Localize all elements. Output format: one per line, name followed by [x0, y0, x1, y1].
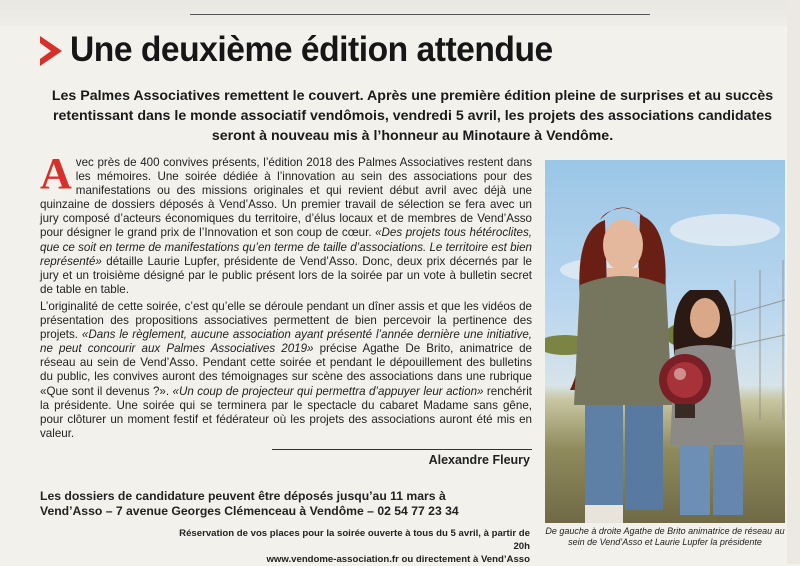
page-edge: [787, 0, 800, 564]
paragraph-2-quote: «Dans le règlement, aucune association ayant présenté l’année dernière une initiative, ne peut concourir aux Palmes Associatives 2019»: [40, 328, 533, 356]
paragraph-2-start: L’originalité de cette soirée, c’est qu’elle se déroule pendant un dîner assis et que les vidéos de présentation des propositions associatives permettent de bien percevoir la pertinence des projets.: [40, 299, 532, 342]
reservation-line-1: Réservation de vos places pour la soirée ouverte à tous du 5 avril, à partir de 20h: [179, 528, 530, 552]
paragraph-2-quote-2: «Un coup de projecteur qui permettra d’appuyer leur action»: [172, 384, 484, 398]
previous-article-strip: [0, 0, 800, 26]
photo-caption: De gauche à droite Agathe de Brito animatrice de réseau au sein de Vend’Asso et Laurie Lupfer la présidente: [545, 526, 785, 547]
article-headline: Une deuxième édition attendue: [70, 30, 553, 69]
article-lead: Les Palmes Associatives remettent le couvert. Après une première édition pleine de surprises et au succès retentissant dans le monde associatif vendômois, vendredi 5 avril, les projets des associations candidates seront à nouveau mis à l’honneur au Minotaure à Vendôme.: [51, 88, 774, 144]
deadline-line-1: Les dossiers de candidature peuvent être déposés jusqu’au 11 mars à: [40, 489, 446, 503]
paragraph-1-end: détaille Laurie Lupfer, présidente de Vend’Asso. Donc, deux prix décernés par le jury et un troisième désigné par le public présent lors de la soirée par un vote à bulletin secret de table en table.: [40, 254, 532, 296]
article-body: [40, 149, 533, 444]
photo-illustration: [545, 160, 785, 523]
headline-arrow-notch: [40, 43, 51, 59]
paragraph-2: [40, 300, 532, 441]
author-divider: [272, 449, 532, 450]
top-divider: [190, 14, 650, 15]
reservation-notice: [170, 527, 530, 566]
author-byline: Alexandre Fleury: [428, 453, 530, 467]
paragraph-1: [40, 149, 532, 297]
drop-cap: A: [40, 149, 72, 198]
deadline-notice: [40, 489, 480, 519]
paragraph-1-text: vec près de 400 convives présents, l’édition 2018 des Palmes Associatives restent dans les mémoires. Une soirée dédiée à l’innovation au sein des associations pour des manifestations ou des missions originales et qui revient début avril avec déjà une quinzaine de dossiers déposés à Vend’Asso. Un premier travail de sélection se fera avec un jury composé d’acteurs économiques du territoire, d’élus locaux et de membres de Vend’Asso pour désigner le grand prix de l’Innovation et son coup de cœur.: [40, 156, 532, 240]
paragraph-1-quote: «Des projets tous hétéroclites, que ce soit en terme de manifestations qu’en terme de taille d’associations. Le territoire est bien représenté»: [40, 226, 532, 268]
paragraph-2-mid: précise Agathe De Brito, animatrice de réseau au sein de Vend’Asso. Pendant cette soirée et pendant le dépouillement des bulletins du public, les convives auront des témoignages sur scène des associations dans une rubrique «Que sont il devenus ?».: [40, 342, 532, 398]
reservation-line-2: www.vendome-association.fr ou directement à Vend’Asso: [266, 554, 530, 565]
article-photo: [545, 160, 785, 523]
paragraph-2-end: renchérit la présidente. Une soirée qui se terminera par le spectacle du cabaret Madame sans gêne, pour clôturer un moment festif et fédérateur où les projets des associations auront été mis en valeur.: [40, 384, 532, 440]
deadline-line-2: Vend’Asso – 7 avenue Georges Clémenceau à Vendôme – 02 54 77 23 34: [40, 504, 459, 518]
